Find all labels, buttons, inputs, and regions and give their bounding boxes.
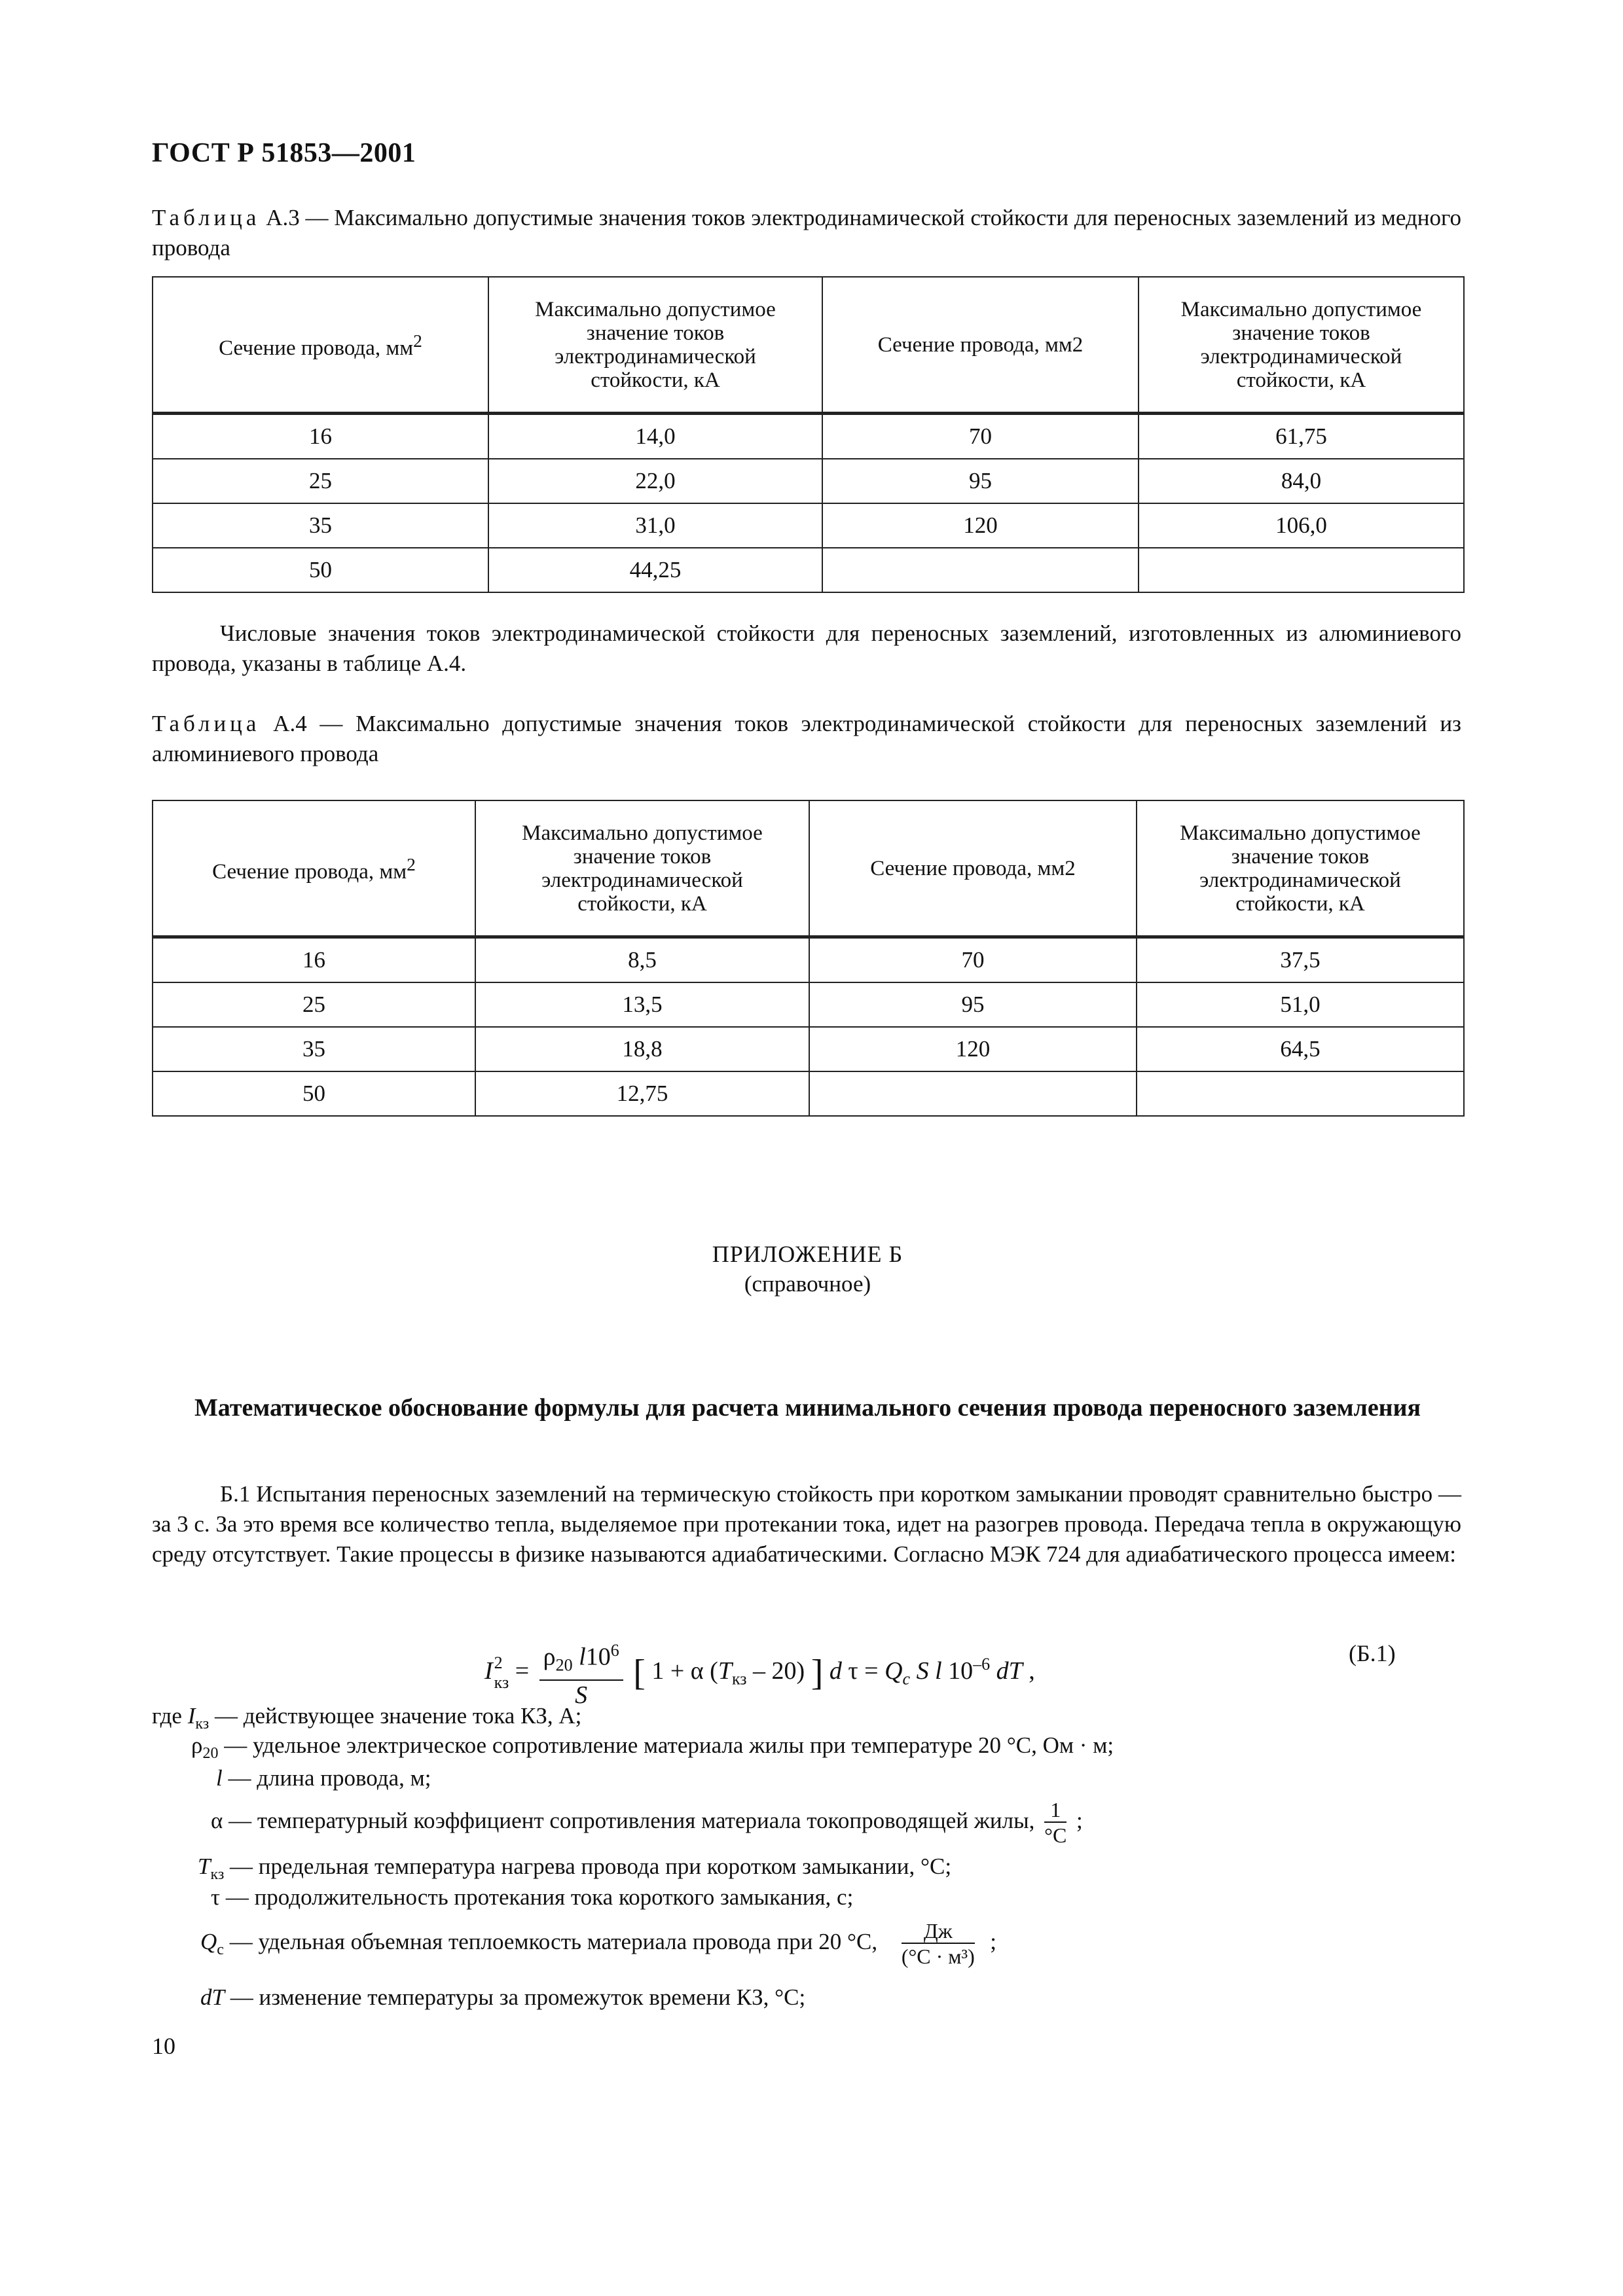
appendix-title: ПРИЛОЖЕНИЕ Б [712, 1241, 903, 1267]
paragraph-b1: Б.1 Испытания переносных заземлений на термическую стойкость при коротком замыкании проводят сравнительно быстро — за 3 с. За это время все количество тепла, выделяемое при протекании тока, идет на разогрев провода. Передача тепла в окружающую среду отсутствует. Такие процессы в физике называются адиабатическими. Согласно МЭК 724 для адиабатического процесса имеем: [152, 1481, 1461, 1567]
table-a3-caption [152, 203, 1461, 263]
col-header-max-current-2: Максимально допустимое значение токов электродинамической стойкости, кА [1139, 277, 1464, 414]
page-number: 10 [152, 2033, 175, 2059]
def-ikz: где $I_{кз}$ — действующее значение тока КЗ, А; [152, 1703, 582, 1732]
def-tau: τ — продолжительность протекания тока короткого замыкания, с; [211, 1884, 854, 1910]
col-header-section: Сечение провода, $мм^2$ [153, 277, 488, 414]
caption-label: Таблица [152, 205, 261, 230]
col-header-max-current-2: Максимально допустимое значение токов электродинамической стойкости, кА [1137, 800, 1464, 937]
caption-label: Таблица [152, 711, 261, 736]
table-row: 50 12,75 [153, 1071, 1464, 1116]
col-header-section: Сечение провода, $мм^2$ [153, 800, 475, 937]
caption-text: А.4 — Максимально допустимые значения токов электродинамической стойкости для переносных заземлений из алюминиевого провода [152, 711, 1461, 766]
def-rho: $\rho_{20}$ — удельное электрическое сопротивление материала жилы при температуре 20 °С, Ом · м; [191, 1732, 1114, 1762]
unit-fraction: $\frac{Дж}{\text{(°С · м³)}}$ [901, 1919, 975, 1968]
table-a3 [152, 276, 1465, 593]
table-row: 16 8,5 70 37,5 [153, 937, 1464, 983]
table-row: 25 13,5 95 51,0 [153, 982, 1464, 1027]
def-tkz: $T_{кз}$ — предельная температура нагрева провода при коротком замыкании, °С; [198, 1854, 952, 1883]
def-qc: $Q_с$ — удельная объемная теплоемкость материала провода при 20 °С, $\frac{Дж}{\text{(°С · м³)}}$ ; [200, 1919, 997, 1968]
def-length: l — длина провода, м; [216, 1765, 431, 1791]
col-header-section-2: Сечение провода, мм2 [809, 800, 1137, 937]
equation-number: (Б.1) [1349, 1640, 1396, 1666]
table-row: 35 18,8 120 64,5 [153, 1027, 1464, 1071]
def-alpha: α — температурный коэффициент сопротивления материала токопроводящей жилы, $\frac{1}{^\circ С}$ ; [211, 1798, 1083, 1847]
table-a4-caption [152, 709, 1461, 769]
table-row: 50 44,25 [153, 548, 1464, 592]
formula-b1: I2 кз = $\frac{\rho_{20} l10^6}{S}$ [ 1 + α $(T_{кз} - 20)$ ] d $\tau = Q_c$ S l $10^{-6}$ dT , [484, 1636, 1035, 1710]
table-a4 [152, 800, 1465, 1117]
table-row: 16 14,0 70 61,75 [153, 414, 1464, 459]
document-header: ГОСТ Р 51853—2001 [152, 138, 416, 168]
appendix-subtitle: (справочное) [744, 1271, 871, 1297]
col-header-max-current: Максимально допустимое значение токов электродинамической стойкости, кА [488, 277, 822, 414]
caption-text: А.3 — Максимально допустимые значения токов электродинамической стойкости для переносных заземлений из медного провода [152, 205, 1461, 260]
appendix-heading: Математическое обоснование формулы для расчета минимального сечения провода переносного заземления [194, 1394, 1421, 1422]
fraction: $\frac{\rho_{20} l10^6}{S}$ [539, 1636, 623, 1710]
unit-fraction: $\frac{1}{^\circ С}$ [1044, 1798, 1067, 1847]
col-header-max-current: Максимально допустимое значение токов электродинамической стойкости, кА [475, 800, 809, 937]
table-row: 25 22,0 95 84,0 [153, 459, 1464, 503]
def-dt: dT — изменение температуры за промежуток времени КЗ, °С; [200, 1984, 806, 2010]
table-row: 35 31,0 120 106,0 [153, 503, 1464, 548]
paragraph-aluminum: Числовые значения токов электродинамической стойкости для переносных заземлений, изготовленных из алюминиевого провода, указаны в таблице А.4. [152, 620, 1461, 676]
col-header-section-2: Сечение провода, мм2 [822, 277, 1139, 414]
